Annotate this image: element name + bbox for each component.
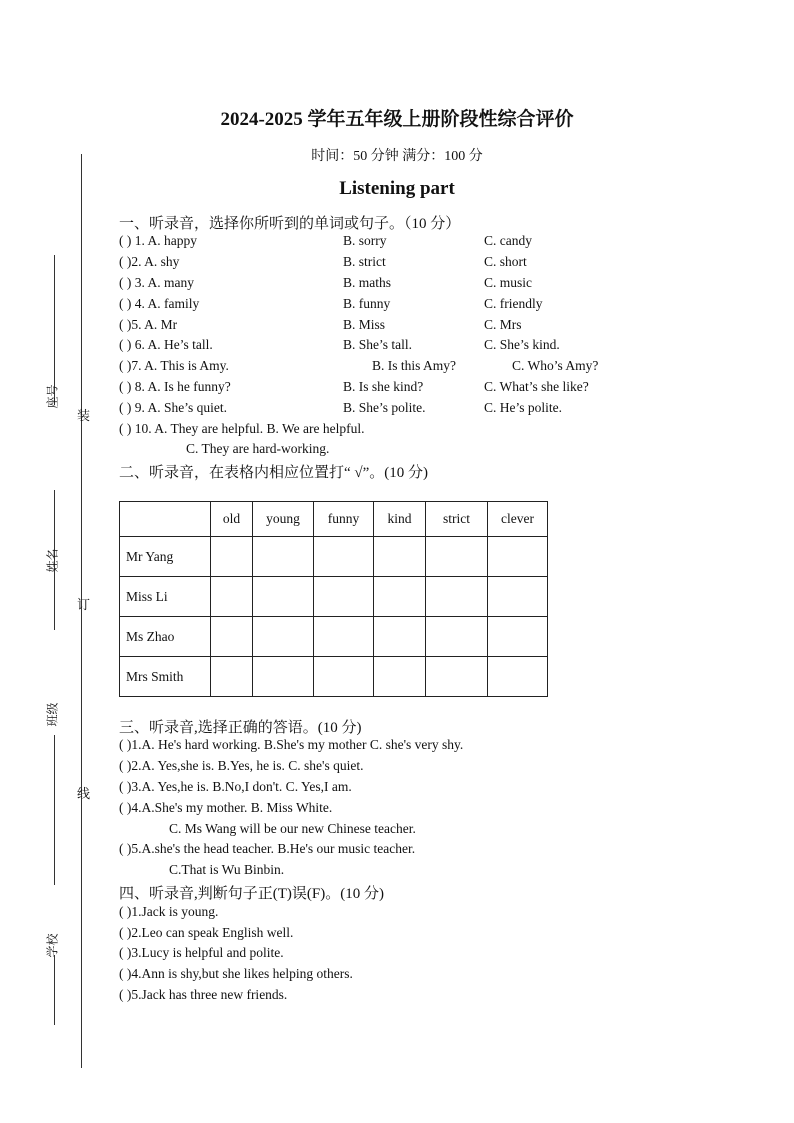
check-cell[interactable] [211, 657, 253, 697]
check-cell[interactable] [314, 617, 374, 657]
q6-option-c: C. She’s kind. [484, 337, 560, 352]
q1-option-b: B. sorry [343, 233, 387, 248]
check-cell[interactable] [314, 537, 374, 577]
s3-q5-option-c: C.That is Wu Binbin. [169, 862, 285, 877]
q1-option-c: C. candy [484, 233, 532, 248]
s3-q1: ( )1.A. He's hard working. B.She's my mother C. she's very shy. [119, 737, 464, 752]
table-row [120, 617, 548, 657]
check-cell[interactable] [253, 657, 314, 697]
row-label: Mr Yang [120, 537, 211, 577]
check-cell[interactable] [488, 657, 548, 697]
q8-option-c: C. What’s she like? [484, 379, 589, 394]
check-cell[interactable] [374, 577, 426, 617]
check-cell[interactable] [211, 577, 253, 617]
table-row [120, 537, 548, 577]
section1-heading: 一、听录音，选择你所听到的单词或句子。（10 分） [119, 216, 461, 232]
check-table [119, 501, 548, 697]
table-row [120, 657, 548, 697]
check-cell[interactable] [374, 617, 426, 657]
section4-heading: 四、听录音,判断句子正(T)误(F)。(10 分) [119, 886, 384, 902]
q3-label: ( ) 3. A. many [119, 275, 194, 290]
s4-q4: ( )4.Ann is shy,but she likes helping others. [119, 966, 353, 981]
row-label: Miss Li [120, 577, 211, 617]
check-cell[interactable] [488, 617, 548, 657]
s4-q3: ( )3.Lucy is helpful and polite. [119, 945, 284, 960]
q5-label: ( )5. A. Mr [119, 317, 178, 332]
check-cell[interactable] [374, 537, 426, 577]
q3-option-b: B. maths [343, 275, 392, 290]
check-cell[interactable] [426, 617, 488, 657]
s4-q5: ( )5.Jack has three new friends. [119, 987, 288, 1002]
school-rule [54, 955, 55, 1025]
s3-q5: ( )5.A.she's the head teacher. B.He's our music teacher. [119, 841, 416, 856]
page-title: 2024-2025 学年五年级上册阶段性综合评价 [220, 109, 574, 130]
q3-option-c: C. music [484, 275, 533, 290]
s3-q2: ( )2.A. Yes,she is. B.Yes, he is. C. she's quiet. [119, 758, 364, 773]
q1-label: ( ) 1. A. happy [119, 233, 197, 248]
q7-option-c: C. Who’s Amy? [512, 358, 599, 373]
check-cell[interactable] [426, 657, 488, 697]
col-kind: kind [374, 502, 426, 537]
class-label: 班级 [45, 702, 60, 727]
row-label: Ms Zhao [120, 617, 211, 657]
q4-label: ( ) 4. A. family [119, 296, 200, 311]
s4-q1: ( )1.Jack is young. [119, 904, 219, 919]
col-old: old [211, 502, 253, 537]
table-header-row [120, 502, 548, 537]
q6-option-b: B. She’s tall. [343, 337, 413, 352]
q10-label: ( ) 10. A. They are helpful. B. We are helpful. [119, 421, 365, 436]
s3-q4-option-c: C. Ms Wang will be our new Chinese teacher. [169, 821, 416, 836]
row-label: Mrs Smith [120, 657, 211, 697]
s3-q3: ( )3.A. Yes,he is. B.No,I don't. C. Yes,I am. [119, 779, 352, 794]
q2-option-b: B. strict [343, 254, 386, 269]
col-clever: clever [488, 502, 548, 537]
check-cell[interactable] [314, 657, 374, 697]
check-cell[interactable] [211, 617, 253, 657]
part-title: Listening part [339, 178, 455, 199]
q4-option-c: C. friendly [484, 296, 543, 311]
check-cell[interactable] [426, 537, 488, 577]
q10-option-c: C. They are hard-working. [186, 441, 330, 456]
q4-option-b: B. funny [343, 296, 391, 311]
q8-label: ( ) 8. A. Is he funny? [119, 379, 231, 394]
class-rule [54, 735, 55, 885]
q9-label: ( ) 9. A. She’s quiet. [119, 400, 227, 415]
check-cell[interactable] [253, 577, 314, 617]
check-cell[interactable] [253, 537, 314, 577]
table-corner [120, 502, 211, 537]
exam-info: 时间：50 分钟 满分：100 分 [311, 149, 483, 164]
check-cell[interactable] [426, 577, 488, 617]
check-cell[interactable] [211, 537, 253, 577]
section2-heading: 二、听录音，在表格内相应位置打“ √”。(10 分) [119, 465, 429, 481]
s3-q4: ( )4.A.She's my mother. B. Miss White. [119, 800, 333, 815]
q7-option-b: B. Is this Amy? [372, 358, 457, 373]
q9-option-c: C. He’s polite. [484, 400, 562, 415]
check-cell[interactable] [374, 657, 426, 697]
q2-option-c: C. short [484, 254, 527, 269]
q6-label: ( ) 6. A. He’s tall. [119, 337, 213, 352]
q5-option-b: B. Miss [343, 317, 386, 332]
q9-option-b: B. She’s polite. [343, 400, 426, 415]
bind-mark-ding: 订 [77, 597, 91, 612]
school-label: 学校 [45, 933, 60, 958]
q8-option-b: B. Is she kind? [343, 379, 424, 394]
q5-option-c: C. Mrs [484, 317, 522, 332]
col-funny: funny [314, 502, 374, 537]
check-cell[interactable] [488, 577, 548, 617]
seat-label: 座号 [45, 384, 60, 409]
bind-mark-xian: 线 [77, 786, 91, 801]
seat-rule [54, 255, 55, 405]
section3-heading: 三、听录音,选择正确的答语。(10 分) [119, 720, 362, 736]
name-label: 姓名 [45, 548, 60, 573]
bind-mark-zhuang: 装 [77, 408, 91, 423]
s4-q2: ( )2.Leo can speak English well. [119, 925, 294, 940]
check-cell[interactable] [488, 537, 548, 577]
table-row [120, 577, 548, 617]
col-young: young [253, 502, 314, 537]
check-cell[interactable] [314, 577, 374, 617]
q7-label: ( )7. A. This is Amy. [119, 358, 229, 373]
q2-label: ( )2. A. shy [119, 254, 180, 269]
col-strict: strict [426, 502, 488, 537]
check-cell[interactable] [253, 617, 314, 657]
